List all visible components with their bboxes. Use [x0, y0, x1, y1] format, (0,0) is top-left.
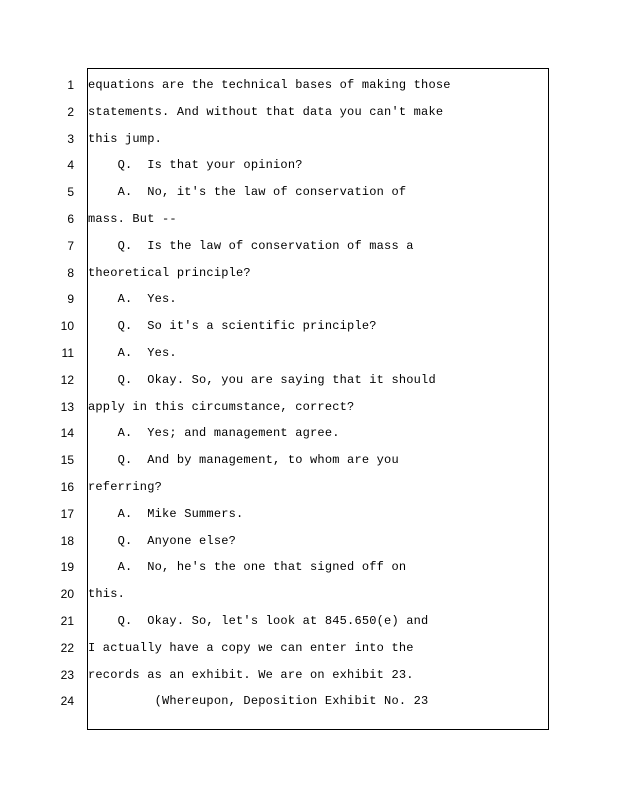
transcript-line: Q. Is that your opinion?	[88, 158, 303, 173]
transcript-line: Q. Anyone else?	[88, 533, 237, 548]
transcript-line: A. No, it's the law of conservation of	[88, 185, 407, 200]
line-number: 12	[60, 372, 74, 387]
line-number: 18	[60, 533, 74, 548]
transcript-line: records as an exhibit. We are on exhibit 23.	[88, 667, 414, 682]
transcript-line: equations are the technical bases of making those	[88, 78, 451, 92]
transcript-line: Q. Okay. So, let's look at 845.650(e) and	[88, 613, 429, 628]
line-number: 22	[60, 640, 74, 655]
transcript-line: referring?	[88, 479, 163, 494]
line-number: 4	[67, 158, 74, 173]
transcript-text	[88, 72, 544, 715]
transcript-line: A. Yes; and management agree.	[88, 426, 340, 441]
line-number: 5	[67, 185, 74, 200]
transcript-line: A. No, he's the one that signed off on	[88, 560, 407, 575]
line-number: 2	[67, 104, 74, 119]
transcript-line: statements. And without that data you can't make	[88, 104, 444, 119]
line-number: 15	[60, 453, 74, 468]
transcript-line: Q. Is the law of conservation of mass a	[88, 238, 414, 253]
line-number: 21	[60, 613, 74, 628]
line-number: 9	[67, 292, 74, 307]
line-number: 17	[60, 506, 74, 521]
line-number: 24	[60, 694, 74, 709]
line-number: 3	[67, 131, 74, 146]
transcript-line: this jump.	[88, 131, 163, 146]
transcript-line: mass. But --	[88, 211, 177, 226]
line-number: 20	[60, 587, 74, 602]
transcript-line: A. Yes.	[88, 292, 177, 307]
line-number: 11	[61, 345, 74, 360]
transcript-line: I actually have a copy we can enter into the	[88, 640, 414, 655]
transcript-line: Q. So it's a scientific principle?	[88, 319, 377, 334]
line-number: 16	[60, 479, 74, 494]
line-number: 19	[60, 560, 74, 575]
transcript-line: Q. Okay. So, you are saying that it should	[88, 372, 436, 387]
line-number: 10	[60, 319, 74, 334]
line-number: 23	[60, 667, 74, 682]
line-number: 14	[60, 426, 74, 441]
line-number-column	[40, 72, 74, 715]
transcript-line: this.	[88, 587, 126, 602]
line-number: 6	[67, 211, 74, 226]
line-number: 13	[60, 399, 74, 414]
transcript-line: A. Mike Summers.	[88, 506, 244, 521]
transcript-line: theoretical principle?	[88, 265, 251, 280]
transcript-line: (Whereupon, Deposition Exhibit No. 23	[88, 694, 429, 709]
line-number: 8	[67, 265, 74, 280]
line-number: 7	[67, 238, 74, 253]
transcript-line: Q. And by management, to whom are you	[88, 453, 399, 468]
line-number: 1	[67, 78, 74, 92]
transcript-line: apply in this circumstance, correct?	[88, 399, 355, 414]
transcript-line: A. Yes.	[88, 345, 177, 360]
